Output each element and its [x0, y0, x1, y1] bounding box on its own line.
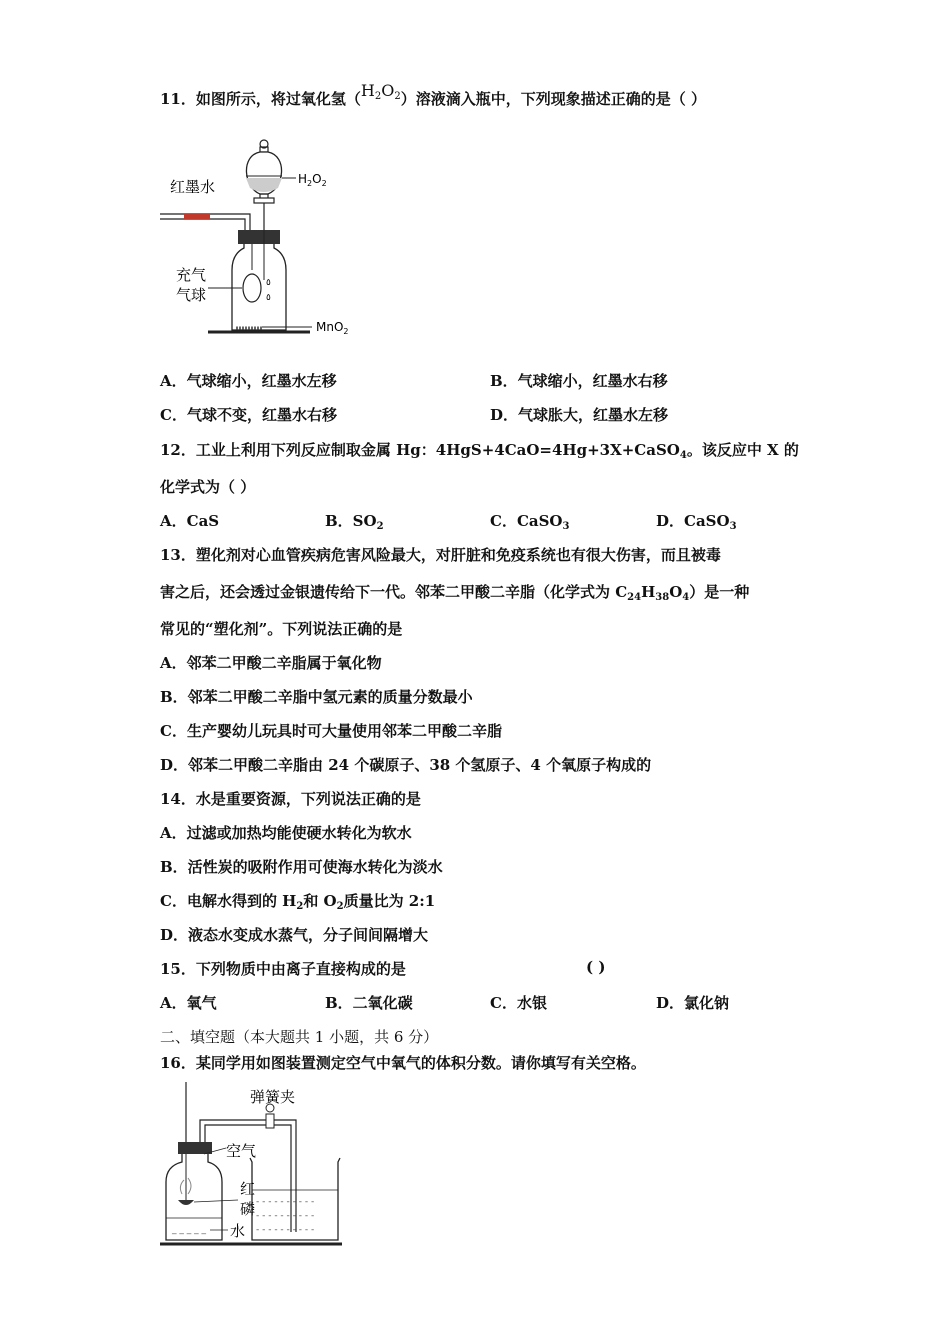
svg-text:- - - - - - - - - -: - - - - - - - - - - — [256, 1197, 315, 1207]
q11-figure — [160, 130, 380, 340]
q12-option-d[interactable]: D．CaSO$_3$ — [656, 512, 737, 532]
q13-stem-line3: 常见的“塑化剂”。下列说法正确的是 — [160, 620, 403, 638]
svg-text:- - - - - - - - - -: - - - - - - - - - - — [256, 1225, 315, 1235]
q11-option-c[interactable]: C．气球不变，红墨水右移 — [160, 406, 337, 424]
label-h2o2: $H_2O_2$ — [298, 172, 327, 188]
q12-stem-line1: 12．工业上利用下列反应制取金属 Hg：4HgS+4CaO=4Hg+3X+CaSO$_4$。该反应中 X 的 — [160, 441, 799, 461]
svg-text:- - - - - - - - - -: - - - - - - - - - - — [256, 1211, 315, 1221]
label-water: 水 — [230, 1222, 246, 1240]
q11-option-b[interactable]: B．气球缩小，红墨水右移 — [490, 372, 668, 390]
q14-stem: 14．水是重要资源，下列说法正确的是 — [160, 790, 421, 808]
q13-option-b[interactable]: B．邻苯二甲酸二辛脂中氢元素的质量分数最小 — [160, 688, 473, 706]
q15-option-d[interactable]: D．氯化钠 — [656, 994, 730, 1012]
q13-option-c[interactable]: C．生产婴幼儿玩具时可大量使用邻苯二甲酸二辛脂 — [160, 722, 502, 740]
q14-option-c[interactable]: C．电解水得到的 $H_2$和 $O_2$质量比为 2:1 — [160, 892, 436, 912]
q15-option-b[interactable]: B．二氧化碳 — [325, 994, 413, 1012]
q16-figure — [160, 1082, 360, 1252]
svg-text:٥: ٥ — [266, 293, 271, 303]
q11-option-a[interactable]: A．气球缩小，红墨水左移 — [160, 372, 337, 390]
q12-option-b[interactable]: B．$SO_2$ — [325, 512, 384, 532]
q14-option-b[interactable]: B．活性炭的吸附作用可使海水转化为淡水 — [160, 858, 443, 876]
q12-option-a[interactable]: A．CaS — [160, 512, 220, 530]
svg-text:_ _ _ _ _: _ _ _ _ _ — [172, 1225, 206, 1235]
q13-option-a[interactable]: A．邻苯二甲酸二辛脂属于氧化物 — [160, 654, 382, 672]
label-mno2: MnO$_2$ — [316, 320, 349, 336]
section-2-title: 二、填空题（本大题共 1 小题，共 6 分） — [160, 1028, 439, 1046]
q15-answer-paren: ( ) — [586, 958, 606, 976]
q16-stem: 16．某同学用如图装置测定空气中氧气的体积分数。请你填写有关空格。 — [160, 1054, 646, 1072]
q14-option-d[interactable]: D．液态水变成水蒸气，分子间间隔增大 — [160, 926, 429, 944]
h2o2-formula: $H_2O_2$ — [360, 81, 401, 102]
label-air: 空气 — [226, 1142, 257, 1160]
label-red-phosphorus-1: 红 — [240, 1180, 256, 1198]
q12-stem-line2: 化学式为（ ） — [160, 478, 256, 496]
q15-option-a[interactable]: A．氧气 — [160, 994, 217, 1012]
q11-stem: 11．如图所示，将过氧化氢$(H_2O_2)$溶液滴入瓶中，下列现象描述正确的是（ ） — [160, 81, 706, 108]
label-balloon-1: 充气 — [176, 266, 207, 284]
q13-stem-line2: 害之后，还会透过金银遗传给下一代。邻苯二甲酸二辛脂（化学式为 $C_{24}H_{38}O_4$）是一种 — [160, 583, 750, 603]
q15-stem: 15．下列物质中由离子直接构成的是 — [160, 960, 406, 978]
q13-stem-line1: 13．塑化剂对心血管疾病危害风险最大，对肝脏和免疫系统也有很大伤害，而且被毒 — [160, 546, 721, 564]
q15-option-c[interactable]: C．水银 — [490, 994, 547, 1012]
label-balloon-2: 气球 — [176, 286, 207, 304]
label-clamp: 弹簧夹 — [250, 1088, 296, 1106]
q13-option-d[interactable]: D．邻苯二甲酸二辛脂由 24 个碳原子、38 个氢原子、4 个氧原子构成的 — [160, 756, 652, 774]
label-red-phosphorus-2: 磷 — [240, 1200, 256, 1218]
q11-option-d[interactable]: D．气球胀大，红墨水左移 — [490, 406, 669, 424]
label-red-ink: 红墨水 — [170, 178, 216, 196]
q14-option-a[interactable]: A．过滤或加热均能使硬水转化为软水 — [160, 824, 412, 842]
q12-option-c[interactable]: C．CaSO$_3$ — [490, 512, 570, 532]
svg-text:٥: ٥ — [266, 278, 271, 288]
